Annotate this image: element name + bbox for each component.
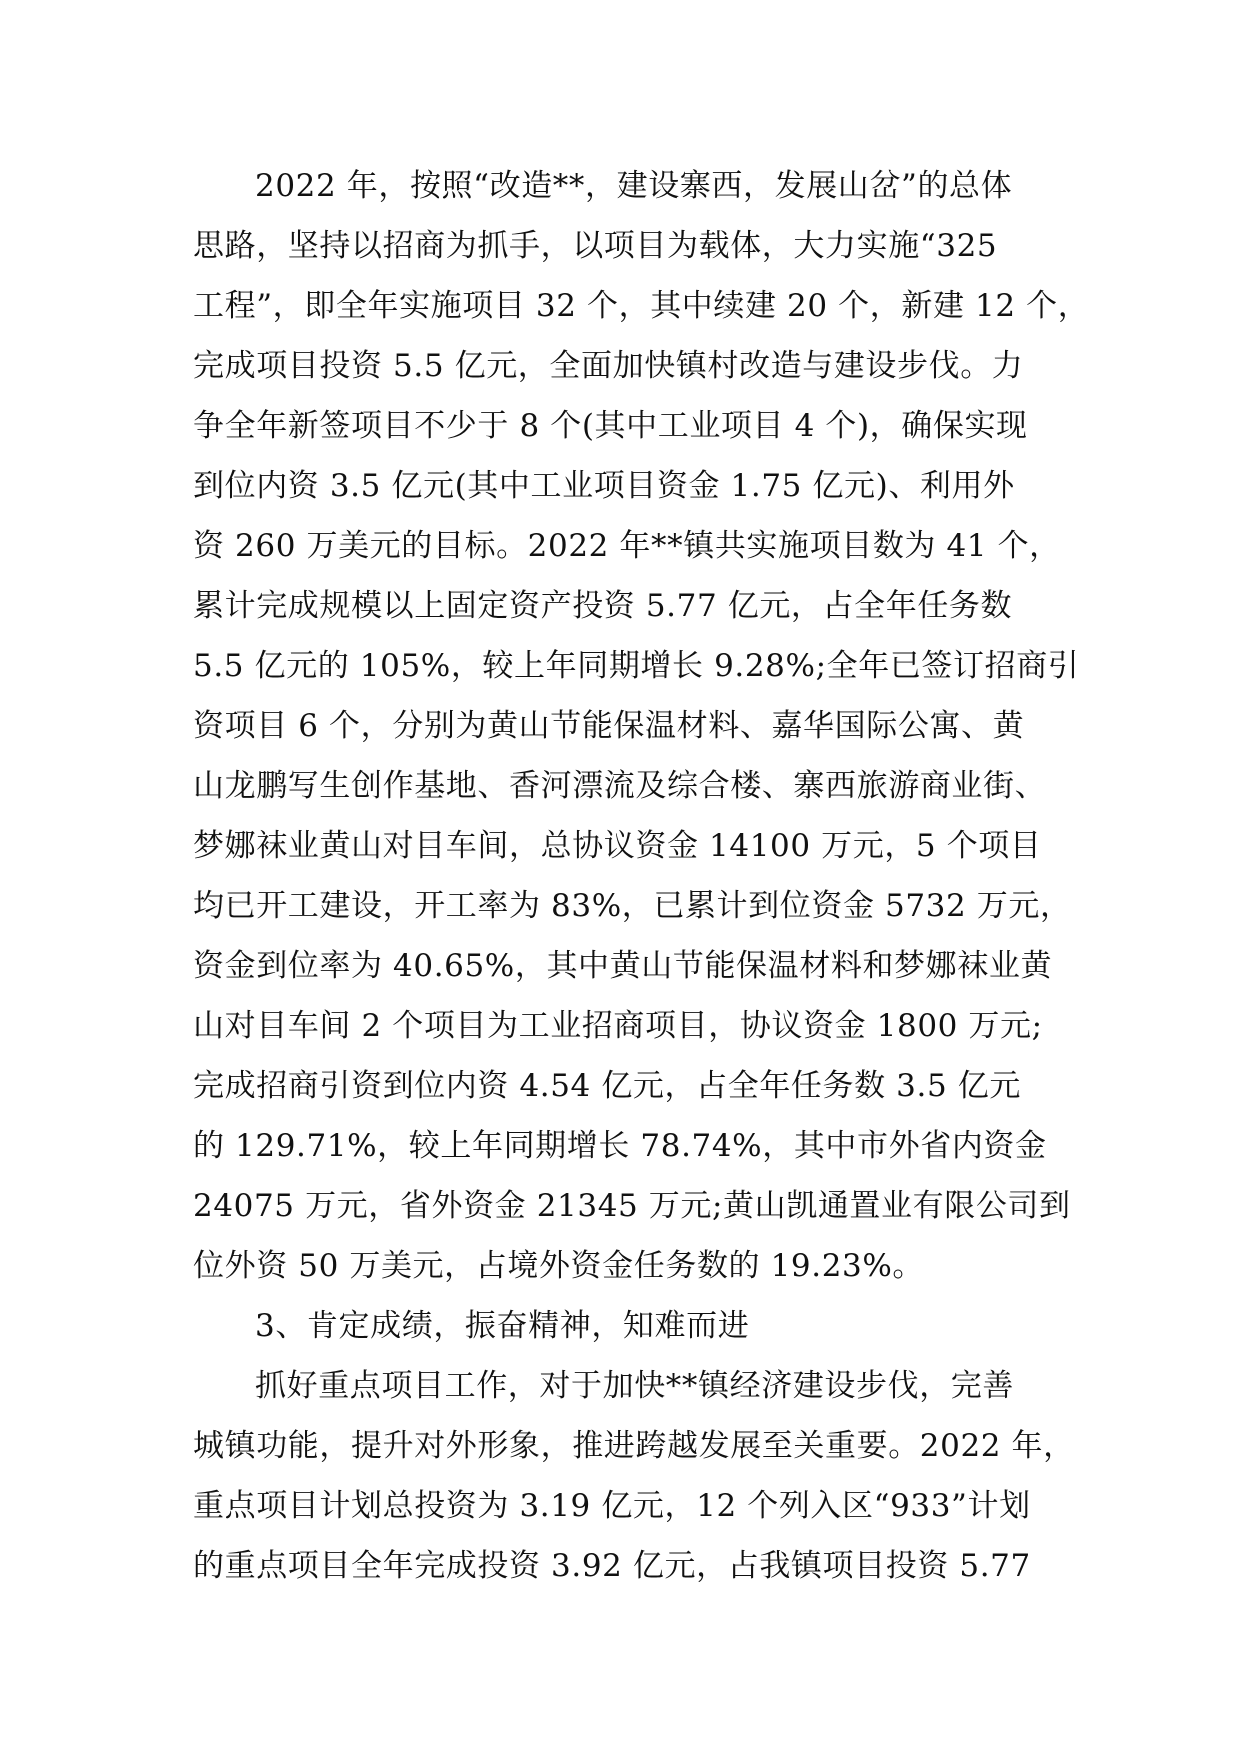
paragraph-1-line-1: 2022 年，按照“改造**，建设寨西，发展山岔”的总体 [255,168,1013,204]
paragraph-1-line-18: 24075 万元，省外资金 21345 万元;黄山凯通置业有限公司到 [193,1188,1071,1224]
paragraph-2-line-1: 抓好重点项目工作，对于加快**镇经济建设步伐，完善 [255,1368,1014,1404]
paragraph-1-line-11: 山龙鹏写生创作基地、香河漂流及综合楼、寨西旅游商业街、 [193,768,1047,804]
paragraph-1-line-14: 资金到位率为 40.65%，其中黄山节能保温材料和梦娜袜业黄 [193,948,1053,984]
paragraph-2-line-4: 的重点项目全年完成投资 3.92 亿元，占我镇项目投资 5.77 [193,1548,1031,1584]
section-heading-3: 3、肯定成绩，振奋精神，知难而进 [255,1308,750,1344]
paragraph-1-line-8: 累计完成规模以上固定资产投资 5.77 亿元，占全年任务数 [193,588,1013,624]
paragraph-1-line-10: 资项目 6 个，分别为黄山节能保温材料、嘉华国际公寓、黄 [193,708,1025,744]
paragraph-1-line-16: 完成招商引资到位内资 4.54 亿元，占全年任务数 3.5 亿元 [193,1068,1021,1104]
paragraph-1-line-7: 资 260 万美元的目标。2022 年**镇共实施项目数为 41 个， [193,528,1061,564]
paragraph-1-line-12: 梦娜袜业黄山对目车间，总协议资金 14100 万元，5 个项目 [193,828,1042,864]
paragraph-2-line-2: 城镇功能，提升对外形象，推进跨越发展至关重要。2022 年， [193,1428,1075,1464]
paragraph-1-line-17: 的 129.71%，较上年同期增长 78.74%，其中市外省内资金 [193,1128,1047,1164]
paragraph-1-line-3: 工程”，即全年实施项目 32 个，其中续建 20 个，新建 12 个， [193,288,1090,324]
paragraph-1-line-13: 均已开工建设，开工率为 83%，已累计到位资金 5732 万元， [193,888,1072,924]
paragraph-1-line-4: 完成项目投资 5.5 亿元，全面加快镇村改造与建设步伐。力 [193,348,1024,384]
paragraph-1-line-2: 思路，坚持以招商为抓手，以项目为载体，大力实施“325 [193,228,998,264]
paragraph-1-line-9: 5.5 亿元的 105%，较上年同期增长 9.28%;全年已签订招商引 [193,648,1080,684]
paragraph-1-line-5: 争全年新签项目不少于 8 个(其中工业项目 4 个)，确保实现 [193,408,1028,444]
paragraph-1-line-15: 山对目车间 2 个项目为工业招商项目，协议资金 1800 万元; [193,1008,1043,1044]
paragraph-1-line-6: 到位内资 3.5 亿元(其中工业项目资金 1.75 亿元)、利用外 [193,468,1015,504]
paragraph-2-line-3: 重点项目计划总投资为 3.19 亿元，12 个列入区“933”计划 [193,1488,1031,1524]
paragraph-1-line-19: 位外资 50 万美元，占境外资金任务数的 19.23%。 [193,1248,925,1284]
